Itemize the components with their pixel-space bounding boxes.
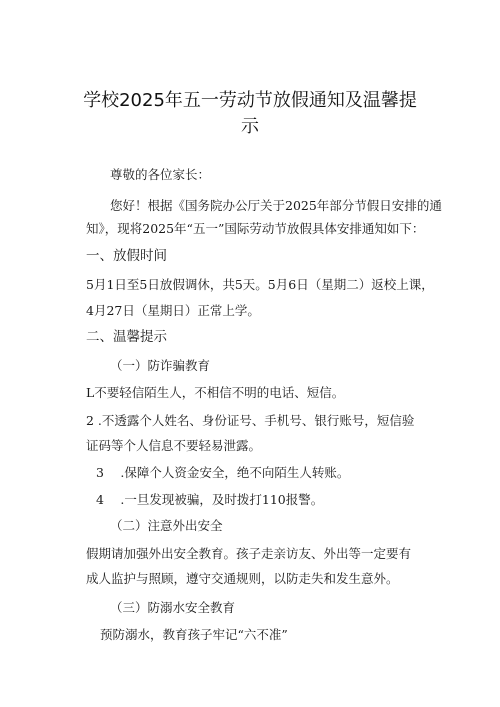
intro-line-1: 您好！根据《国务院办公厅关于2025年部分节假日安排的通 bbox=[110, 198, 442, 213]
section2-heading: 二、温馨提示 bbox=[86, 329, 167, 345]
item-2-line-2: 证码等个人信息不要轻易泄露。 bbox=[86, 438, 262, 453]
intro-line-2: 知》，现将2025年“五一”国际劳动节放假具体安排通知如下： bbox=[86, 221, 425, 236]
item-4: 4 .一旦发现被骗，及时拨打110报警。 bbox=[96, 492, 324, 507]
section1-heading: 一、放假时间 bbox=[86, 248, 167, 264]
title-line-1: 学校2025年五一劳动节放假通知及温馨提 bbox=[83, 90, 417, 111]
item-2-line-1: 2 .不透露个人姓名、身份证号、手机号、银行账号，短信验 bbox=[86, 413, 415, 428]
section1-line-2: 4月27日（星期日）正常上学。 bbox=[86, 303, 260, 318]
item-3: 3 .保障个人资金安全，绝不向陌生人转账。 bbox=[96, 465, 350, 480]
section1-line-1: 5月1日至5日放假调休，共5天。5月6日（星期二）返校上课， bbox=[86, 277, 434, 292]
sub1-heading: （一）防诈骗教育 bbox=[110, 358, 211, 373]
item-1: L不要轻信陌生人，不相信不明的电话、短信。 bbox=[86, 385, 345, 400]
sub2-heading: （二）注意外出安全 bbox=[110, 518, 223, 533]
sub2-line-1: 假期请加强外出安全教育。孩子走亲访友、外出等一定要有 bbox=[86, 546, 412, 561]
sub3-line-1: 预防溺水，教育孩子牢记“六不准” bbox=[100, 627, 288, 642]
sub2-line-2: 成人监护与照顾，遵守交通规则，以防走失和发生意外。 bbox=[86, 571, 399, 586]
title-line-2: 示 bbox=[241, 116, 259, 137]
salutation: 尊敬的各位家长： bbox=[110, 167, 211, 182]
sub3-heading: （三）防溺水安全教育 bbox=[110, 600, 236, 615]
document-title bbox=[70, 88, 430, 140]
